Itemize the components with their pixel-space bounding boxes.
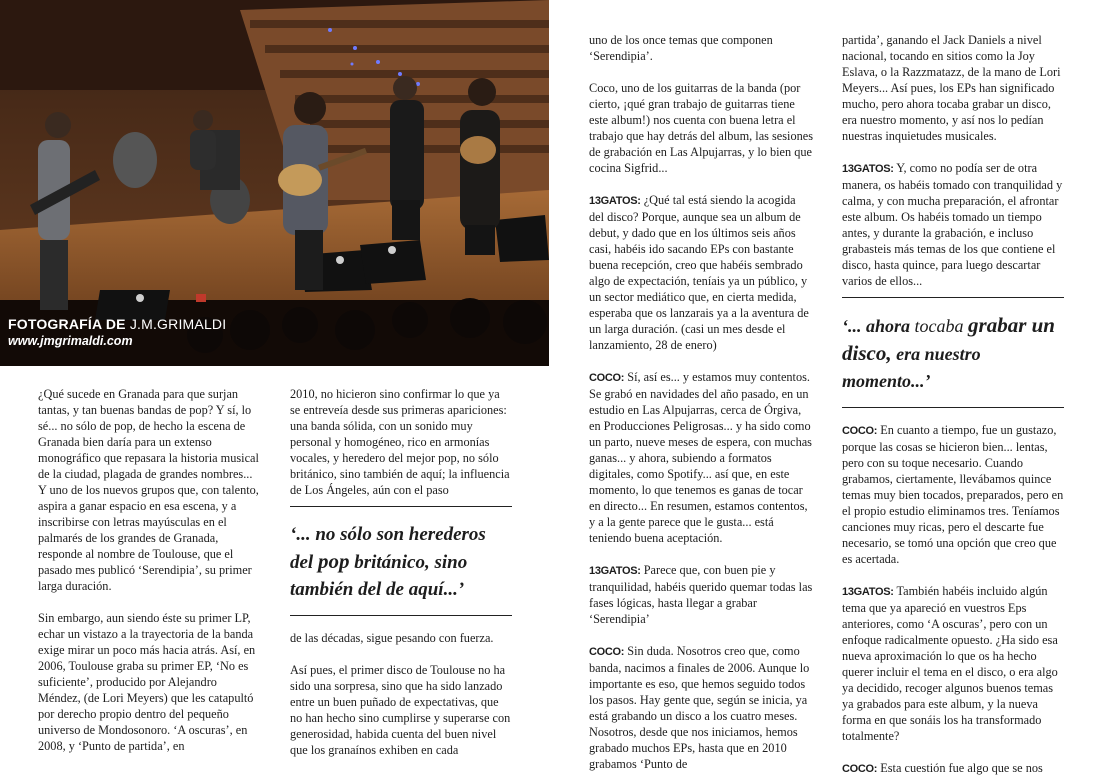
photographer-name: J.M.GRIMALDI [129,316,227,332]
interview-question-2: 13GATOS: Parece que, con buen pie y tranquilidad, habéis querido quemar todas las fases lógicas, hasta llegar a grabar ‘Serendipia’ [589,563,813,626]
speaker-label: 13GATOS: [842,586,894,598]
interview-question-4: 13GATOS: También habéis incluido algún tema que ya apareció en vuestros Eps anteriores, como ‘A oscuras’, pero con un enfoque radicalmente opuesto. ¿Ha sido esa nueva aproximación lo que os ha hecho querer incluir el tema en el disco, o era algo ya decidido, recoger algunos buenos temas ya grabados para este album, y la nueva forma en que sonáis los ha transformado totalmente? [842,584,1058,743]
speaker-label: 13GATOS: [589,195,641,207]
answer-2-continued: partida’, ganando el Jack Daniels a nivel nacional, tocando en sitios como la Joy Eslava, o la Razzmatazz, de la mano de Lori Meyers... Así pues, los EPs han significado mucho, pero ahora tocaba grabar un disco, era nuestro momento, y así nos lo pedían nuestras inquietudes musicales. [842,33,1061,143]
history-continued-paragraph: 2010, no hicieron sino confirmar lo que ya se entreveía desde sus primeras apariciones: una banda sólida, con un sonido muy personal y homogéneo, rico en armonías vocales, y heredero del mejor pop, no sólo británico, sino también de aquí; la influencia de Los Ángeles, aún con el paso [290,387,510,497]
pull-quote-2: ‘... ahora tocaba grabar un disco, era nuestro momento...’ [842,297,1064,408]
interview-answer-2: COCO: Sin duda. Nosotros creo que, como banda, nacimos a finales de 2006. Aunque lo importante es eso, que hemos seguido todos los pasos. Hay gente que, según se inicia, ya está grabando un disco a los cuatro meses. Nosotros, desde que nos iniciamos, hemos grabado muchos EPs, hasta que en 2010 grabamos ‘Punto de [589,644,810,771]
album-paragraph: Así pues, el primer disco de Toulouse no ha sido una sorpresa, sino que ha sido lanzado entre un buen puñado de expectativas, que no han hecho sino cumplirse y superarse con generosidad, habida cuenta del buen nivel que los granaínos exhiben en cada [290,663,511,757]
speaker-label: COCO: [842,763,878,775]
speaker-label: 13GATOS: [589,565,641,577]
history-paragraph: Sin embargo, aun siendo éste su primer LP, echar un vistazo a la trayectoria de la banda exige mirar un poco más hacia atrás. Así, en 2006, Toulouse graba su primer EP, ‘No es suficiente’, producido por Alejandro Méndez, (de Lori Meyers) que les catapultó por derecho propio dentro del pequeño universo de Mondosonoro. ‘A oscuras’, en 2008, y ‘Punto de partida’, en [38,611,256,753]
pull-quote-1: ‘... no sólo son herederos del pop británico, sino también del de aquí...’ [290,506,512,616]
stage-illustration [0,0,549,366]
speaker-label: COCO: [589,372,625,384]
interview-question-1: 13GATOS: ¿Qué tal está siendo la acogida del disco? Porque, aunque sea un album de debut, y dado que en los últimos seis años casi, habéis ido sacando EPs con bastante buena recepción, creo que habéis sembrado algo de expectación, teníais ya un público, y un sector mediático que, en cierta medida, esperaba que os lanzarais ya a la aventura de un larga duración. (casi un mes desde el lanzamiento, 28 de enero) [589,193,809,352]
influence-paragraph: de las décadas, sigue pesando con fuerza. [290,631,494,645]
article-column-2 [290,386,512,758]
photo-credit [8,316,226,348]
photographer-url[interactable]: www.jmgrimaldi.com [8,334,133,348]
interview-answer-1: COCO: Sí, así es... y estamos muy contentos. Se grabó en navidades del año pasado, en un estudio en Las Alpujarras, cerca de Órgiva, en Producciones Peligrosas... y ha sido como un parto, nueve meses de espera, con muchas ganas... y ahora, subiendo a formatos digitales, como Spotify... así que, en este momento, lo que tenemos es ganas de tocar en directo... En resumen, estamos contentos, y a la gente parece que le gusta... está teniendo buena aceptación. [589,370,812,545]
speaker-label: COCO: [842,425,878,437]
concert-photo [0,0,549,366]
speaker-label: COCO: [589,646,625,658]
article-column-4 [842,32,1064,777]
album-continued-paragraph: uno de los once temas que componen ‘Serendipia’. [589,33,773,63]
credit-prefix: FOTOGRAFÍA DE [8,316,126,332]
speaker-label: 13GATOS: [842,163,894,175]
article-column-1 [38,386,262,754]
interview-answer-4: COCO: Esta cuestión fue algo que se nos [842,761,1043,775]
article-column-3 [589,32,813,772]
interview-question-3: 13GATOS: Y, como no podía ser de otra manera, os habéis tomado con tranquilidad y calma, y con mucha preparación, el afrontar este album. Os habéis tomado un tiempo antes, y durante la grabación, e incluso grabasteis más temas de los que contiene el disco, hasta quince, para luego descartar varios de ellos... [842,161,1063,288]
interview-answer-3: COCO: En cuanto a tiempo, fue un gustazo, porque las cosas se hicieron bien... lentas, pero con su toque necesario. Cuando grabamos, ciertamente, llevábamos quince temas muy bien tocados, preparados, pero en el propio estudio eliminamos tres. Teníamos canciones muy ricas, pero el descarte fue necesario, se tomó una opción que creo que es acertada. [842,423,1064,566]
intro-paragraph: ¿Qué sucede en Granada para que surjan tantas, y tan buenas bandas de pop? Y sí, lo sé... no sólo de pop, de hecho la escena de Granada bien daría para un extenso monográfico que repasara la historia musical de la ciudad, plagada de grandes nombres... Y uno de los nuevos grupos que, con talento, aspira a ganar espacio en esa escena, y a inscribirse con letras mayúsculas en el palmarés de los grandes de Granada, responde al nombre de Toulouse, que el pasado mes publicó ‘Serendipia’, su primer larga duración. [38,387,259,593]
coco-intro-paragraph: Coco, uno de los guitarras de la banda (por cierto, ¡qué gran trabajo de guitarras tiene este album!) nos cuenta con buena letra el trabajo que hay detrás del album, las sesiones de grabación en Las Alpujarras, y lo bien que cocina Sigfrid... [589,81,814,175]
